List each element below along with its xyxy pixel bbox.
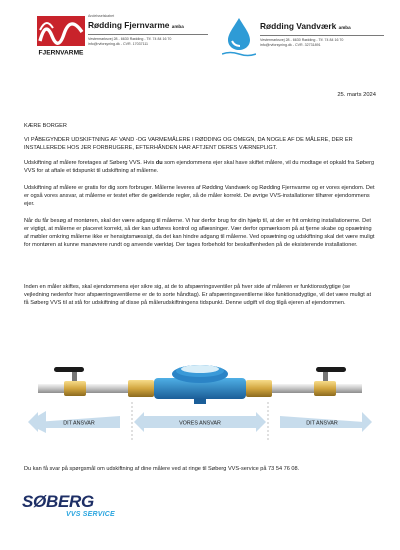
vandvaerk-divider <box>260 35 384 36</box>
label-dit-ansvar-left: DIT ANSVAR <box>63 420 95 427</box>
coupling-left <box>128 380 154 397</box>
paragraph-valves: Inden en måler skiftes, skal ejendommens ejer sikre sig, at de to afspærringsventiler på hver side af måleren er funktionsdygtige (se vejledning nedenfor hvor afspærringsventilerne er de to sorte håndtag). Er afspærringsventilerne ikke funktionsdygtige, vil det være muligt at få Søberg VVS til at stå for udskiftning af disse på målerudskiftningens tidspunkt. Denne udgift vil dog tilgå ejeren af ejendommen. <box>24 284 371 306</box>
meter-responsibility-diagram <box>24 354 376 448</box>
greeting: KÆRE BORGER <box>24 123 67 129</box>
fjernvarme-logo-text: FJERNVARME <box>38 49 84 57</box>
vandvaerk-address: Vestermarksvej 28 - 6630 Rødding - Tlf. 74 84 16 70 <box>260 37 344 42</box>
intro-paragraph: VI PÅBEGYNDER UDSKIFTNING AF VAND -OG VARMEMÅLERE I RØDDING OG OMEGN, DA NOGLE AF DE MÅLERE, DER ER INSTALLEREDE HOS JER FORBRUGERE, EFTERHÅNDEN HAR AFTJENT DERES VÆRNEPLIGT. <box>24 137 353 151</box>
letter-date: 25. marts 2024 <box>337 92 376 98</box>
coupling-right <box>246 380 272 397</box>
fjernvarme-contact: info@rvforsyning.dk - CVR. 17037111 <box>88 41 149 46</box>
soeberg-logo <box>22 492 142 534</box>
paragraph-replacement <box>24 160 376 176</box>
paragraph-replacement-c: som ejendommens ejer skal have skiftet målere, vil du modtage et opkald fra Søberg VVS for at aftale et tidspunkt til udskiftning af målerne. <box>24 160 375 174</box>
vandvaerk-name <box>260 21 384 33</box>
paragraph-contact: Du kan få svar på spørgsmål om udskiftning af dine målere ved at ringe til Søberg VVS-service på 73 54 76 08. <box>24 466 300 472</box>
vandvaerk-contact: info@rvforsyning.dk - CVR. 32731891 <box>260 42 321 47</box>
fjernvarme-suffix: amba <box>171 24 184 29</box>
fjernvarme-logo-icon <box>36 14 86 58</box>
soeberg-sub: VVS SERVICE <box>66 511 115 518</box>
vandvaerk-name-text: Rødding Vandværk <box>260 21 337 31</box>
label-dit-ansvar-right: DIT ANSVAR <box>306 420 338 427</box>
fjernvarme-divider <box>88 34 208 35</box>
paragraph-access: Når du får besøg af montøren, skal der være adgang til målerne. Vi har derfor brug for din hjælp til, at der er frit omkring installationerne. Det er vigtigt, at målerne er placeret korrekt, så der kan udføres kontrol og aflæsninger. Vær derfor opmærksom på at fjerne skabe og opsætning af møbler omkring målerne ikke er hensigtsmæssigt, da det kan hindre adgang til målerne. Ved opsætning og udskiftning skal det være muligt for montøren at kunne manøvrere rundt og anvende værktøj. Der tages forbehold for beskaffenheden på de eksisterende installationer. <box>24 218 375 248</box>
paragraph-replacement-a: Udskiftning af målere foretages af Søberg VVS. Hvis <box>24 160 156 166</box>
soeberg-brand: SØBERG <box>22 492 94 511</box>
paragraph-free: Udskiftning af målere er gratis for dig som forbruger. Målerne leveres af Rødding Vandværk og Rødding Fjernvarme og er vores ejendom. Det er også vores ansvar, at målerne er testet efter de gældende regler, så de måler korrekt. De øvrige VVS-installationer tilhører ejendommens ejer. <box>24 185 375 207</box>
fjernvarme-name-text: Rødding Fjernvarme <box>88 20 170 30</box>
paragraph-replacement-emphasis: du <box>155 160 163 166</box>
fjernvarme-tagline: Andelsselskabet <box>88 14 115 18</box>
water-meter-icon <box>154 365 246 404</box>
label-vores-ansvar: VORES ANSVAR <box>179 420 221 427</box>
water-drop-logo-icon <box>222 14 256 58</box>
fjernvarme-name <box>88 20 208 32</box>
fjernvarme-address: Vestermarksvej 28 - 6630 Rødding - Tlf. 74 84 16 70 <box>88 36 172 41</box>
vandvaerk-suffix: amba <box>338 25 351 30</box>
